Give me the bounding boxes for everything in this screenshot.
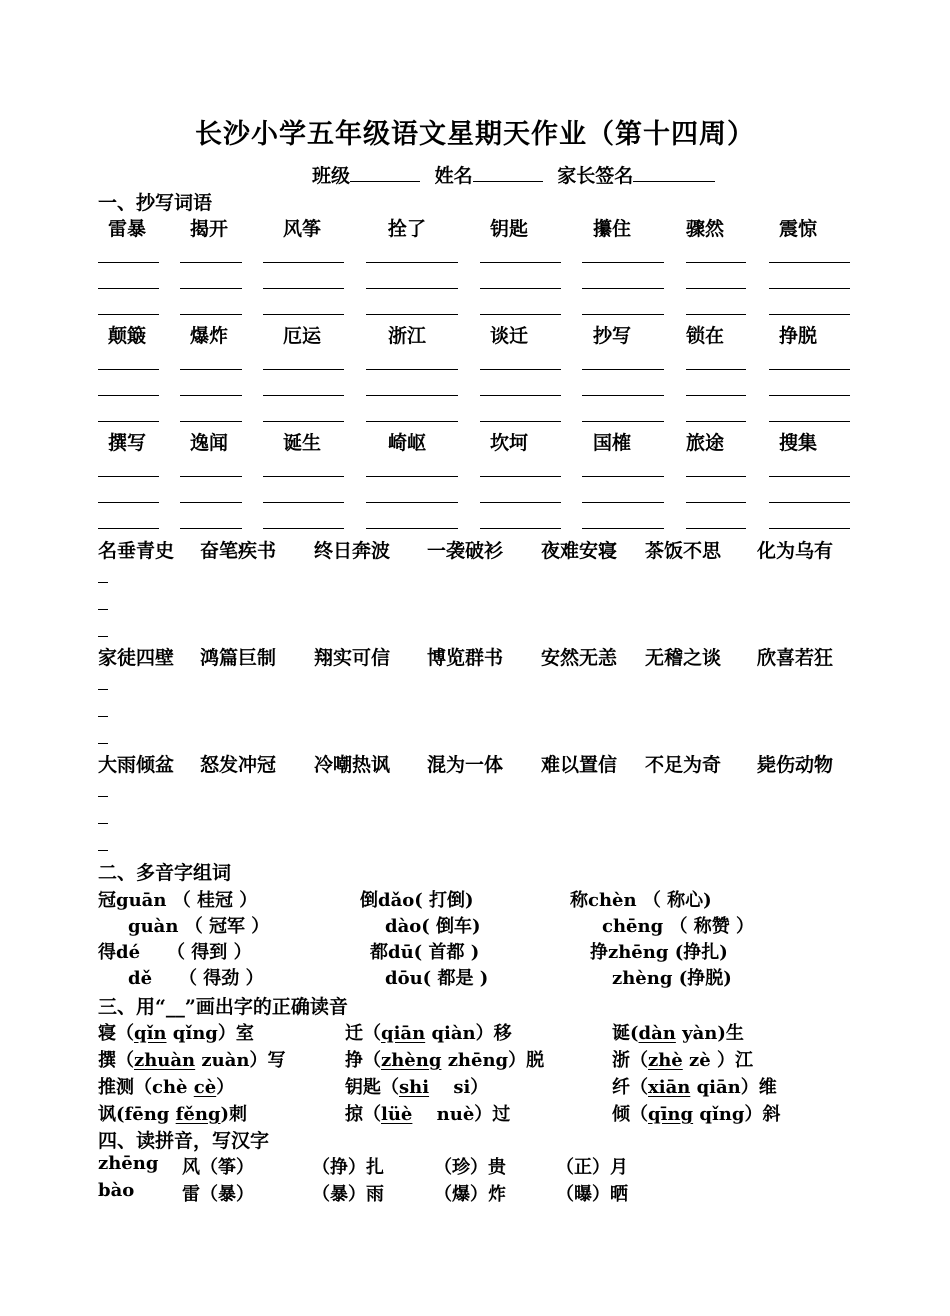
polyphone-item: zhèng (挣脱) bbox=[612, 968, 732, 989]
underlined-correct-reading: qǐn bbox=[134, 1023, 167, 1044]
polyphone-item: chēng （ 称赞 ） bbox=[602, 916, 754, 937]
underlined-correct-reading: shi bbox=[399, 1077, 430, 1098]
writing-line[interactable] bbox=[686, 369, 746, 370]
pronunciation-item bbox=[345, 1046, 544, 1072]
pronunciation-item bbox=[345, 1073, 488, 1099]
copy-word: 崎岖 bbox=[388, 432, 427, 454]
writing-line[interactable] bbox=[769, 369, 850, 370]
writing-line[interactable] bbox=[180, 288, 242, 289]
copy-word: 攥住 bbox=[593, 218, 632, 240]
writing-line[interactable] bbox=[480, 395, 561, 396]
copy-word: 颠簸 bbox=[108, 325, 147, 347]
idiom: 夜难安寝 bbox=[541, 540, 618, 562]
writing-line[interactable] bbox=[686, 262, 746, 263]
item-text: 钥匙（ bbox=[345, 1077, 399, 1098]
polyphone-item: 冠guān （ 桂冠 ） bbox=[98, 890, 258, 911]
page-title: 长沙小学五年级语文星期天作业（第十四周） bbox=[195, 119, 755, 150]
underlined-correct-reading: dàn bbox=[638, 1023, 676, 1044]
pronunciation-item bbox=[612, 1100, 780, 1126]
writing-line[interactable] bbox=[180, 262, 242, 263]
underlined-correct-reading: zhè bbox=[648, 1050, 683, 1071]
copy-word: 浙江 bbox=[388, 325, 427, 347]
writing-line[interactable] bbox=[366, 395, 458, 396]
copy-word: 揭开 bbox=[190, 218, 229, 240]
writing-line[interactable] bbox=[769, 528, 850, 529]
item-text: ） bbox=[216, 1077, 235, 1098]
item-text: 倾（ bbox=[612, 1104, 648, 1125]
item-text: 浙（ bbox=[612, 1050, 648, 1071]
writing-line[interactable] bbox=[263, 421, 344, 422]
pronunciation-item bbox=[98, 1019, 254, 1045]
idiom: 大雨倾盆 bbox=[98, 754, 175, 776]
writing-line[interactable] bbox=[769, 262, 850, 263]
hanzi-answer: 风（筝） bbox=[182, 1157, 254, 1178]
idiom-writing-line[interactable] bbox=[98, 850, 108, 851]
writing-line[interactable] bbox=[98, 395, 159, 396]
idiom: 混为一体 bbox=[427, 754, 504, 776]
writing-line[interactable] bbox=[582, 502, 664, 503]
item-text: 诞( bbox=[612, 1023, 639, 1044]
writing-line[interactable] bbox=[180, 476, 242, 477]
copy-word: 风筝 bbox=[283, 218, 322, 240]
idiom: 不足为奇 bbox=[645, 754, 722, 776]
writing-line[interactable] bbox=[480, 288, 561, 289]
idiom: 难以置信 bbox=[541, 754, 618, 776]
hanzi-answer: （珍）贵 bbox=[434, 1157, 506, 1178]
writing-line[interactable] bbox=[180, 502, 242, 503]
writing-line[interactable] bbox=[686, 314, 746, 315]
underlined-correct-reading: fěng bbox=[175, 1104, 221, 1125]
idiom-writing-line[interactable] bbox=[98, 796, 108, 797]
item-text: nuè）过 bbox=[412, 1104, 511, 1125]
item-text: )刺 bbox=[220, 1104, 248, 1125]
polyphone-item: 倒dǎo( 打倒) bbox=[360, 890, 474, 911]
writing-line[interactable] bbox=[263, 369, 344, 370]
name-blank[interactable] bbox=[473, 163, 543, 182]
copy-word: 锁在 bbox=[686, 325, 725, 347]
idiom-writing-line[interactable] bbox=[98, 743, 108, 744]
writing-line[interactable] bbox=[180, 395, 242, 396]
writing-line[interactable] bbox=[686, 395, 746, 396]
idiom: 奋笔疾书 bbox=[200, 540, 277, 562]
idiom-writing-line[interactable] bbox=[98, 689, 108, 690]
idiom: 茶饭不思 bbox=[645, 540, 722, 562]
polyphone-item: 得dé （ 得到 ） bbox=[98, 942, 252, 963]
idiom: 名垂青史 bbox=[98, 540, 175, 562]
writing-line[interactable] bbox=[263, 262, 344, 263]
writing-line[interactable] bbox=[686, 421, 746, 422]
student-info-line bbox=[312, 161, 715, 188]
underlined-correct-reading: qīng bbox=[648, 1104, 694, 1125]
pronunciation-item bbox=[612, 1019, 744, 1045]
polyphone-item: guàn （ 冠军 ） bbox=[128, 916, 270, 937]
writing-line[interactable] bbox=[366, 288, 458, 289]
item-text: qǐng）斜 bbox=[693, 1104, 781, 1125]
writing-line[interactable] bbox=[769, 288, 850, 289]
item-text: zè ）江 bbox=[682, 1050, 753, 1071]
writing-line[interactable] bbox=[263, 502, 344, 503]
copy-word: 坎坷 bbox=[490, 432, 529, 454]
writing-line[interactable] bbox=[263, 528, 344, 529]
copy-word: 谈迁 bbox=[490, 325, 529, 347]
copy-word: 挣脱 bbox=[779, 325, 818, 347]
class-blank[interactable] bbox=[350, 163, 420, 182]
underlined-correct-reading: cè bbox=[193, 1077, 217, 1098]
writing-line[interactable] bbox=[263, 314, 344, 315]
hanzi-answer: 雷（暴） bbox=[182, 1184, 254, 1205]
writing-line[interactable] bbox=[582, 421, 664, 422]
hanzi-answer: （爆）炸 bbox=[434, 1184, 506, 1205]
polyphone-item: dě （ 得劲 ） bbox=[128, 968, 264, 989]
writing-line[interactable] bbox=[769, 421, 850, 422]
item-text: 推测（chè bbox=[98, 1077, 194, 1098]
pinyin-prompt: zhēng bbox=[98, 1153, 159, 1174]
writing-line[interactable] bbox=[582, 262, 664, 263]
copy-word: 撰写 bbox=[108, 432, 147, 454]
hanzi-answer: （正）月 bbox=[556, 1157, 628, 1178]
underlined-correct-reading: xiān bbox=[648, 1077, 691, 1098]
item-text: 挣（ bbox=[345, 1050, 381, 1071]
idiom: 翔实可信 bbox=[314, 647, 391, 669]
copy-word: 骤然 bbox=[686, 218, 725, 240]
writing-line[interactable] bbox=[366, 314, 458, 315]
writing-line[interactable] bbox=[686, 528, 746, 529]
section-3-heading: 三、用“__”画出字的正确读音 bbox=[98, 996, 348, 1018]
writing-line[interactable] bbox=[582, 288, 664, 289]
item-text: zuàn）写 bbox=[195, 1050, 286, 1071]
writing-line[interactable] bbox=[366, 476, 458, 477]
writing-line[interactable] bbox=[769, 502, 850, 503]
writing-line[interactable] bbox=[98, 502, 159, 503]
copy-word: 爆炸 bbox=[190, 325, 229, 347]
writing-line[interactable] bbox=[366, 502, 458, 503]
pronunciation-item bbox=[345, 1100, 510, 1126]
writing-line[interactable] bbox=[98, 262, 159, 263]
parent-signature-label: 家长签名 bbox=[557, 165, 634, 187]
item-text: 寝（ bbox=[98, 1023, 134, 1044]
copy-word: 钥匙 bbox=[490, 218, 529, 240]
pronunciation-item bbox=[98, 1046, 285, 1072]
pronunciation-item bbox=[612, 1073, 777, 1099]
item-text: 撰（ bbox=[98, 1050, 134, 1071]
pronunciation-item bbox=[612, 1046, 753, 1072]
writing-line[interactable] bbox=[769, 314, 850, 315]
writing-line[interactable] bbox=[769, 395, 850, 396]
pronunciation-item bbox=[345, 1019, 512, 1045]
writing-line[interactable] bbox=[263, 476, 344, 477]
item-text: qiàn）移 bbox=[425, 1023, 512, 1044]
class-label: 班级 bbox=[312, 165, 351, 187]
polyphone-item: 挣zhēng (挣扎) bbox=[590, 942, 728, 963]
writing-line[interactable] bbox=[263, 288, 344, 289]
writing-line[interactable] bbox=[686, 476, 746, 477]
idiom-writing-line[interactable] bbox=[98, 716, 108, 717]
writing-line[interactable] bbox=[480, 476, 561, 477]
item-text: zhēng）脱 bbox=[441, 1050, 545, 1071]
underlined-correct-reading: qiān bbox=[381, 1023, 426, 1044]
copy-word: 旅途 bbox=[686, 432, 725, 454]
item-text: si） bbox=[429, 1077, 489, 1098]
item-text: yàn)生 bbox=[675, 1023, 744, 1044]
writing-line[interactable] bbox=[98, 314, 159, 315]
item-text: qiān）维 bbox=[690, 1077, 777, 1098]
idiom: 家徒四壁 bbox=[98, 647, 175, 669]
writing-line[interactable] bbox=[480, 369, 561, 370]
writing-line[interactable] bbox=[98, 421, 159, 422]
parent-signature-blank[interactable] bbox=[633, 163, 715, 182]
writing-line[interactable] bbox=[769, 476, 850, 477]
copy-word: 搜集 bbox=[779, 432, 818, 454]
idiom: 安然无恙 bbox=[541, 647, 618, 669]
copy-word: 国榷 bbox=[593, 432, 632, 454]
idiom-writing-line[interactable] bbox=[98, 823, 108, 824]
writing-line[interactable] bbox=[366, 262, 458, 263]
writing-line[interactable] bbox=[686, 288, 746, 289]
idiom: 化为乌有 bbox=[757, 540, 834, 562]
idiom: 终日奔波 bbox=[314, 540, 391, 562]
writing-line[interactable] bbox=[480, 502, 561, 503]
item-text: 纤（ bbox=[612, 1077, 648, 1098]
writing-line[interactable] bbox=[180, 421, 242, 422]
idiom: 冷嘲热讽 bbox=[314, 754, 391, 776]
underlined-correct-reading: lüè bbox=[381, 1104, 413, 1125]
pinyin-prompt: bào bbox=[98, 1180, 135, 1201]
idiom: 一袭破衫 bbox=[427, 540, 504, 562]
writing-line[interactable] bbox=[480, 314, 561, 315]
writing-line[interactable] bbox=[582, 528, 664, 529]
copy-word: 雷暴 bbox=[108, 218, 147, 240]
copy-word: 逸闻 bbox=[190, 432, 229, 454]
item-text: 迁（ bbox=[345, 1023, 381, 1044]
writing-line[interactable] bbox=[98, 476, 159, 477]
polyphone-item: dōu( 都是 ) bbox=[385, 968, 489, 989]
writing-line[interactable] bbox=[98, 288, 159, 289]
idiom: 博览群书 bbox=[427, 647, 504, 669]
writing-line[interactable] bbox=[98, 528, 159, 529]
hanzi-answer: （挣）扎 bbox=[312, 1157, 384, 1178]
idiom: 毙伤动物 bbox=[757, 754, 834, 776]
polyphone-item: 称chèn （ 称心) bbox=[570, 890, 712, 911]
writing-line[interactable] bbox=[480, 528, 561, 529]
underlined-correct-reading: zhèng bbox=[381, 1050, 442, 1071]
pronunciation-item bbox=[98, 1100, 247, 1126]
writing-line[interactable] bbox=[480, 421, 561, 422]
idiom: 怒发冲冠 bbox=[200, 754, 277, 776]
item-text: qǐng）室 bbox=[166, 1023, 254, 1044]
writing-line[interactable] bbox=[686, 502, 746, 503]
writing-line[interactable] bbox=[180, 314, 242, 315]
writing-line[interactable] bbox=[582, 369, 664, 370]
hanzi-answer: （暴）雨 bbox=[312, 1184, 384, 1205]
item-text: 讽(fēng bbox=[98, 1104, 176, 1125]
writing-line[interactable] bbox=[582, 476, 664, 477]
writing-line[interactable] bbox=[263, 395, 344, 396]
idiom: 无稽之谈 bbox=[645, 647, 722, 669]
copy-word: 厄运 bbox=[283, 325, 322, 347]
writing-line[interactable] bbox=[582, 314, 664, 315]
pronunciation-item bbox=[98, 1073, 234, 1099]
copy-word: 诞生 bbox=[283, 432, 322, 454]
polyphone-item: dào( 倒车) bbox=[385, 916, 481, 937]
idiom: 欣喜若狂 bbox=[757, 647, 834, 669]
idiom-writing-line[interactable] bbox=[98, 636, 108, 637]
idiom-writing-line[interactable] bbox=[98, 609, 108, 610]
name-label: 姓名 bbox=[434, 165, 473, 187]
section-1-heading: 一、抄写词语 bbox=[98, 192, 213, 214]
copy-word: 拴了 bbox=[388, 218, 427, 240]
copy-word: 抄写 bbox=[593, 325, 632, 347]
writing-line[interactable] bbox=[366, 369, 458, 370]
writing-line[interactable] bbox=[98, 369, 159, 370]
writing-line[interactable] bbox=[180, 369, 242, 370]
writing-line[interactable] bbox=[582, 395, 664, 396]
writing-line[interactable] bbox=[480, 262, 561, 263]
idiom-writing-line[interactable] bbox=[98, 582, 108, 583]
copy-word: 震惊 bbox=[779, 218, 818, 240]
item-text: 掠（ bbox=[345, 1104, 381, 1125]
idiom: 鸿篇巨制 bbox=[200, 647, 277, 669]
hanzi-answer: （曝）晒 bbox=[556, 1184, 628, 1205]
section-4-heading: 四、读拼音，写汉字 bbox=[98, 1130, 270, 1152]
underlined-correct-reading: zhuàn bbox=[134, 1050, 196, 1071]
section-2-heading: 二、多音字组词 bbox=[98, 862, 232, 884]
writing-line[interactable] bbox=[180, 528, 242, 529]
writing-line[interactable] bbox=[366, 421, 458, 422]
writing-line[interactable] bbox=[366, 528, 458, 529]
polyphone-item: 都dū( 首都 ) bbox=[370, 942, 480, 963]
